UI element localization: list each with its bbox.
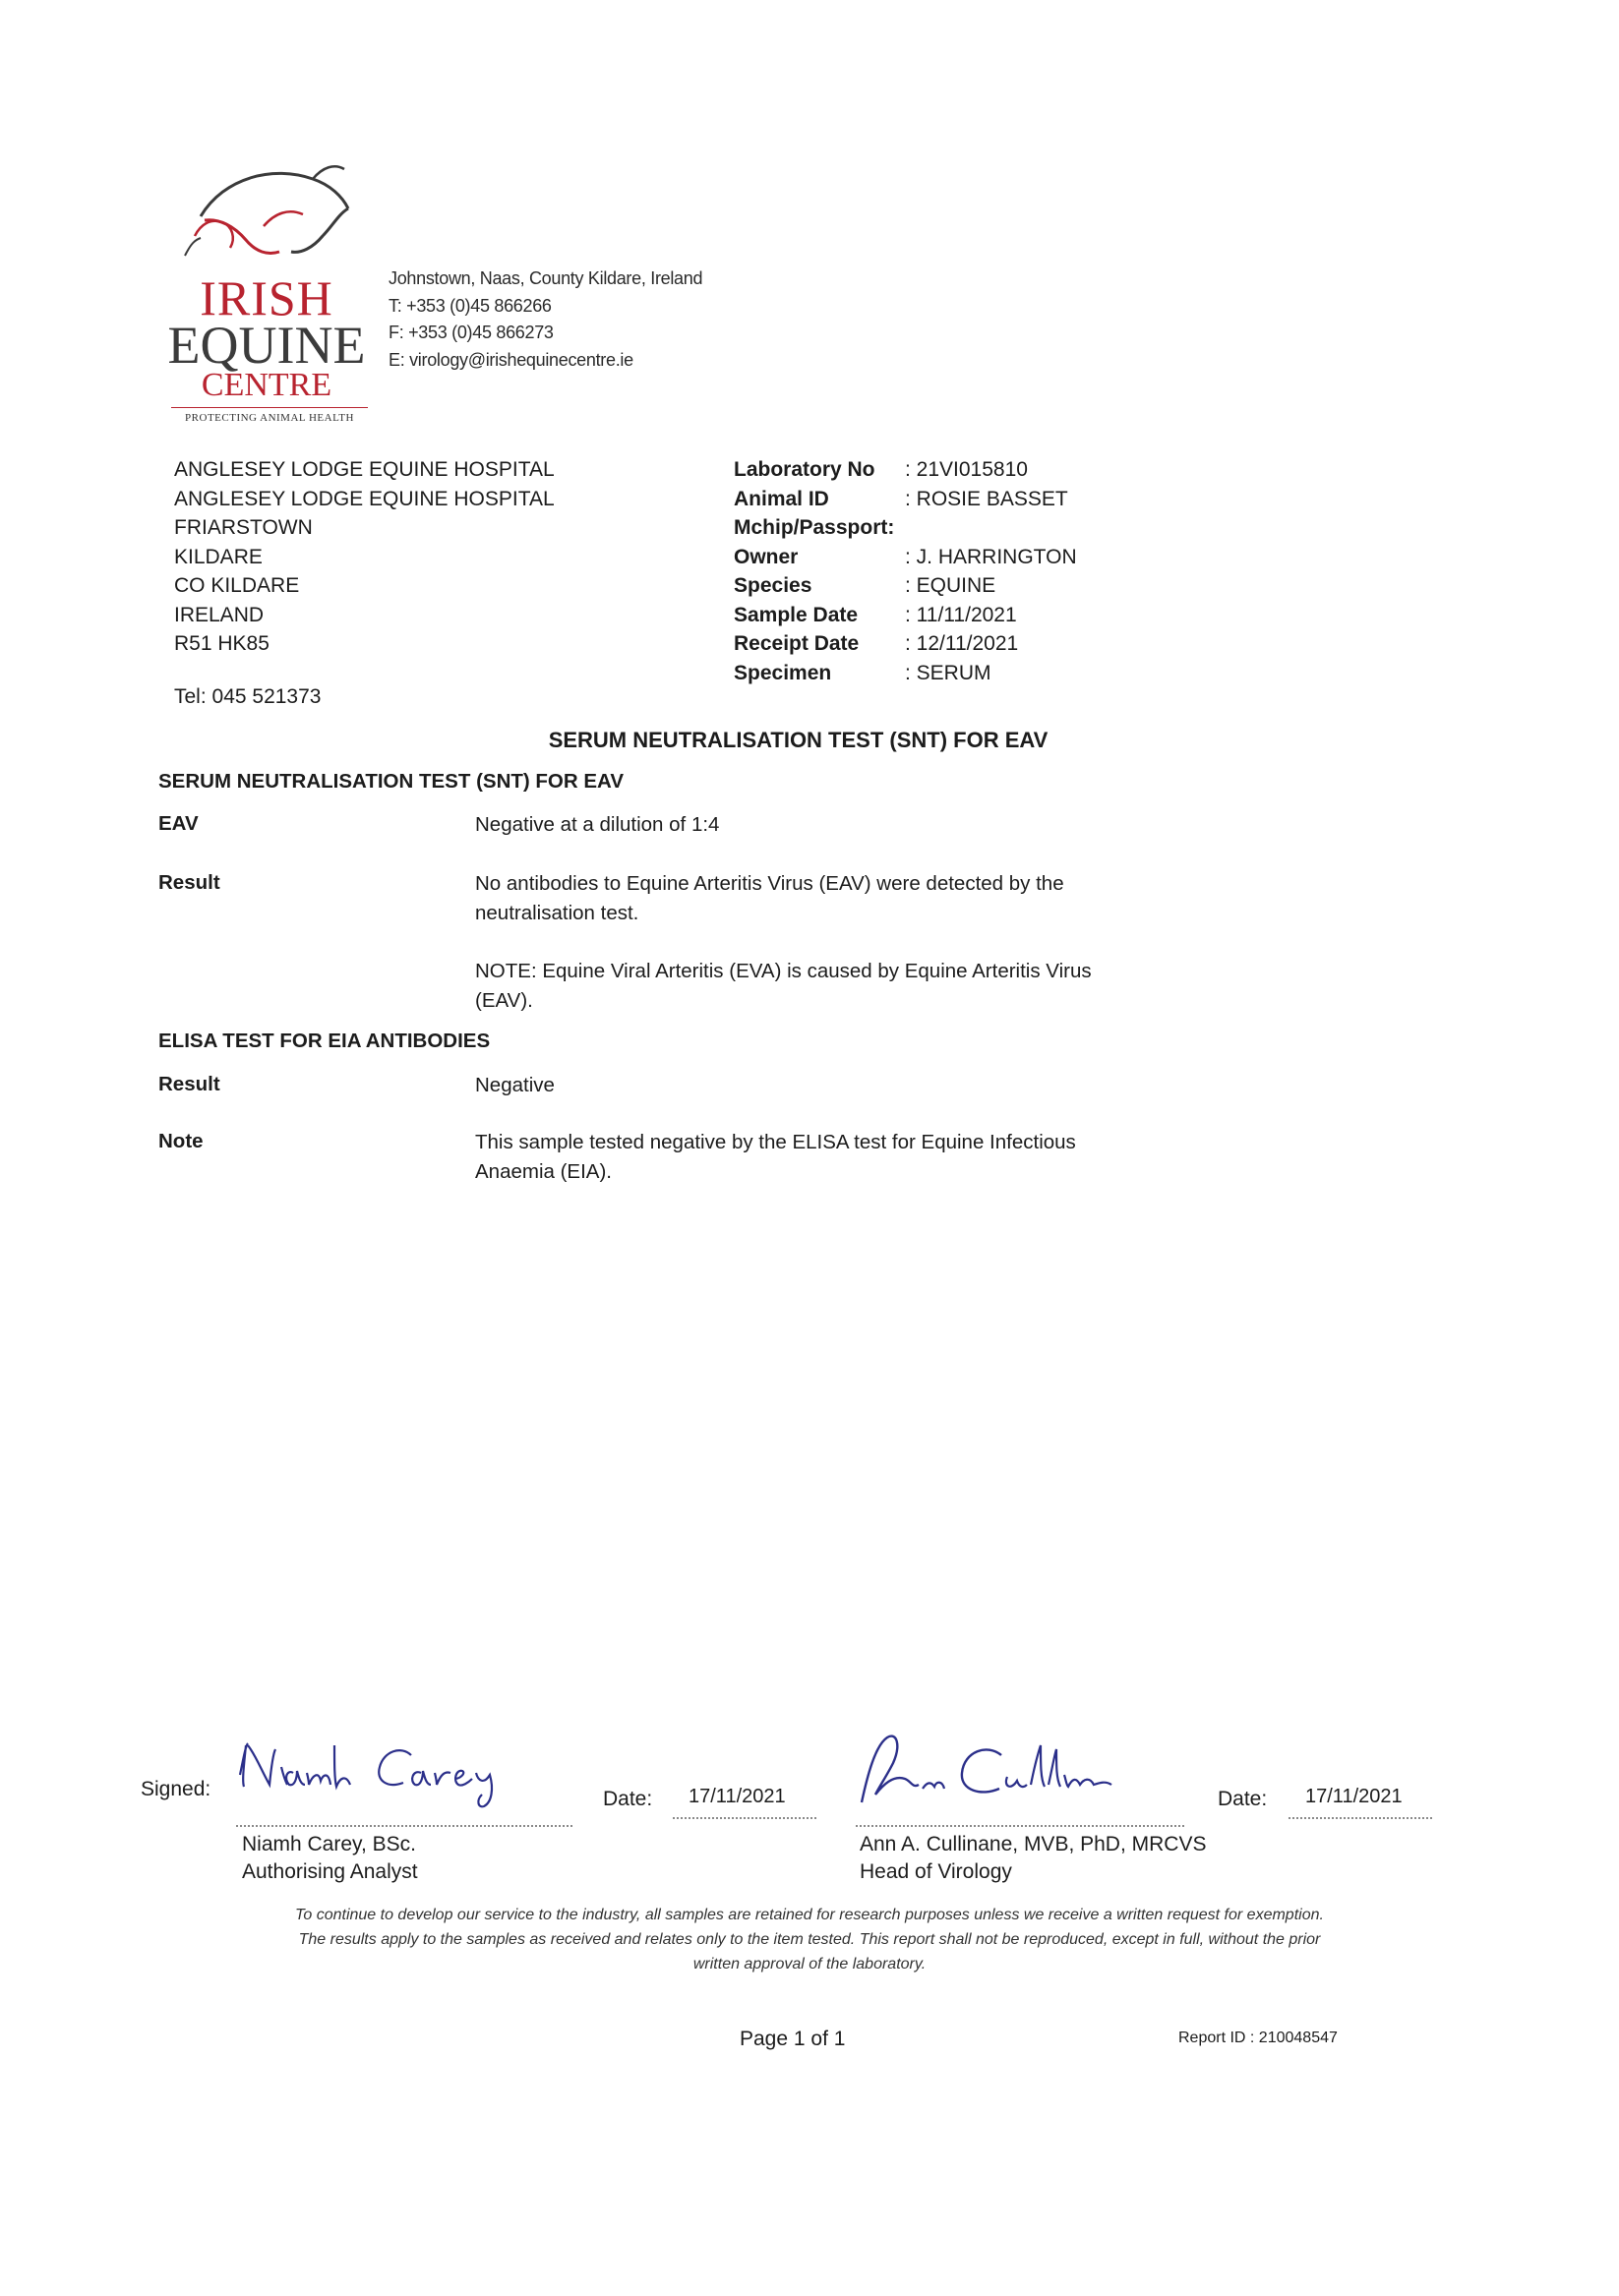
snt-note-line: NOTE: Equine Viral Arteritis (EVA) is caused by Equine Arteritis Virus — [475, 960, 1092, 982]
snt-note-text — [475, 957, 1183, 1015]
analyst-date-line — [673, 1817, 816, 1819]
logo-tagline: PROTECTING ANIMAL HEALTH — [185, 412, 354, 424]
analyst-date-label: Date: — [603, 1788, 653, 1810]
irish-equine-centre-logo — [165, 157, 368, 433]
info-value: : J. HARRINGTON — [905, 545, 1077, 568]
logo-irish-text: IRISH — [200, 270, 333, 325]
logo-centre-text: CENTRE — [201, 367, 332, 403]
eav-value: Negative at a dilution of 1:4 — [475, 813, 720, 836]
head-signature — [854, 1716, 1188, 1814]
info-value: : 11/11/2021 — [905, 603, 1017, 626]
client-address-line: CO KILDARE — [174, 574, 300, 597]
head-date-label: Date: — [1218, 1788, 1268, 1810]
analyst-signature-line — [236, 1825, 572, 1827]
footer-line: written approval of the laboratory. — [692, 1956, 927, 1972]
analyst-info — [242, 1831, 418, 1886]
head-info — [860, 1831, 1206, 1886]
head-signature-line — [856, 1825, 1184, 1827]
lab-phone: T: +353 (0)45 866266 — [389, 295, 552, 316]
sample-info-row — [734, 455, 1077, 485]
footer-line: The results apply to the samples as received and relates only to the item tested. This report shall not be reproduced, except in full, without the prior — [298, 1931, 1321, 1948]
logo-equine-text: EQUINE — [167, 316, 366, 375]
elisa-note-text — [475, 1128, 1183, 1186]
sample-info-row — [734, 571, 1077, 601]
lab-email: E: virology@irishequinecentre.ie — [389, 349, 633, 370]
logo-divider — [171, 407, 368, 408]
head-role: Head of Virology — [860, 1860, 1012, 1883]
info-label: Sample Date — [734, 603, 859, 626]
sample-info-row — [734, 601, 1077, 630]
elisa-note-line: This sample tested negative by the ELISA test for Equine Infectious — [475, 1131, 1076, 1153]
elisa-result-value: Negative — [475, 1074, 555, 1096]
elisa-note-label: Note — [158, 1130, 204, 1152]
info-label: Receipt Date — [734, 632, 860, 655]
head-name: Ann A. Cullinane, MVB, PhD, MRCVS — [860, 1833, 1207, 1855]
info-value: : 12/11/2021 — [905, 632, 1019, 655]
sample-info-row — [734, 485, 1077, 514]
client-address-line: ANGLESEY LODGE EQUINE HOSPITAL — [174, 458, 555, 481]
client-address-line: ANGLESEY LODGE EQUINE HOSPITAL — [174, 487, 555, 510]
sample-info-row — [734, 629, 1077, 659]
info-label: Specimen — [734, 661, 832, 684]
client-address-line: IRELAND — [174, 603, 265, 626]
analyst-name: Niamh Carey, BSc. — [242, 1833, 416, 1855]
client-address-line: KILDARE — [174, 545, 263, 568]
snt-result-line: No antibodies to Equine Arteritis Virus (EAV) were detected by the — [475, 872, 1064, 895]
head-date-value: 17/11/2021 — [1305, 1786, 1403, 1807]
horse-rider-emblem-icon — [165, 157, 368, 275]
info-label: Species — [734, 574, 812, 597]
sample-info-row — [734, 543, 1077, 572]
info-label: Laboratory No — [734, 458, 875, 481]
elisa-note-line: Anaemia (EIA). — [475, 1159, 612, 1183]
elisa-section-heading: ELISA TEST FOR EIA ANTIBODIES — [158, 1030, 491, 1052]
info-label: Mchip/Passport: — [734, 516, 895, 539]
footer-disclaimer — [0, 1903, 1619, 1976]
client-tel: Tel: 045 521373 — [174, 685, 322, 708]
analyst-signature — [236, 1716, 570, 1814]
analyst-role: Authorising Analyst — [242, 1860, 418, 1883]
lab-address: Johnstown, Naas, County Kildare, Ireland — [389, 268, 703, 288]
snt-note-line: (EAV). — [475, 988, 533, 1012]
report-title: SERUM NEUTRALISATION TEST (SNT) FOR EAV — [548, 728, 1049, 752]
info-value: : 21VI015810 — [905, 458, 1028, 481]
snt-section-heading: SERUM NEUTRALISATION TEST (SNT) FOR EAV — [158, 770, 625, 793]
signed-label: Signed: — [141, 1778, 211, 1800]
info-value: : ROSIE BASSET — [905, 487, 1068, 510]
snt-result-line: neutralisation test. — [475, 901, 639, 924]
sample-info-table — [734, 455, 1077, 687]
footer-line: To continue to develop our service to the industry, all samples are retained for research purposes unless we receive a written request for exemption. — [295, 1907, 1324, 1923]
eav-label: EAV — [158, 812, 199, 835]
snt-result-text — [475, 869, 1183, 927]
page-number: Page 1 of 1 — [740, 2028, 846, 2050]
analyst-date-value: 17/11/2021 — [689, 1786, 786, 1807]
info-value: : EQUINE — [905, 574, 996, 597]
report-id: Report ID : 210048547 — [1178, 2030, 1338, 2046]
info-label: Owner — [734, 545, 799, 568]
elisa-result-label: Result — [158, 1073, 220, 1095]
info-label: Animal ID — [734, 487, 829, 510]
info-value: : SERUM — [905, 661, 991, 684]
head-handwritten-signature — [854, 1716, 1188, 1814]
lab-contact-block — [389, 265, 702, 374]
client-address-line: FRIARSTOWN — [174, 516, 313, 539]
client-address-line: R51 HK85 — [174, 632, 270, 655]
snt-result-label: Result — [158, 871, 220, 894]
client-address-block — [174, 455, 555, 659]
sample-info-row — [734, 513, 1077, 543]
sample-info-row — [734, 659, 1077, 688]
head-date-line — [1289, 1817, 1432, 1819]
lab-fax: F: +353 (0)45 866273 — [389, 323, 554, 342]
analyst-handwritten-signature — [236, 1716, 570, 1814]
